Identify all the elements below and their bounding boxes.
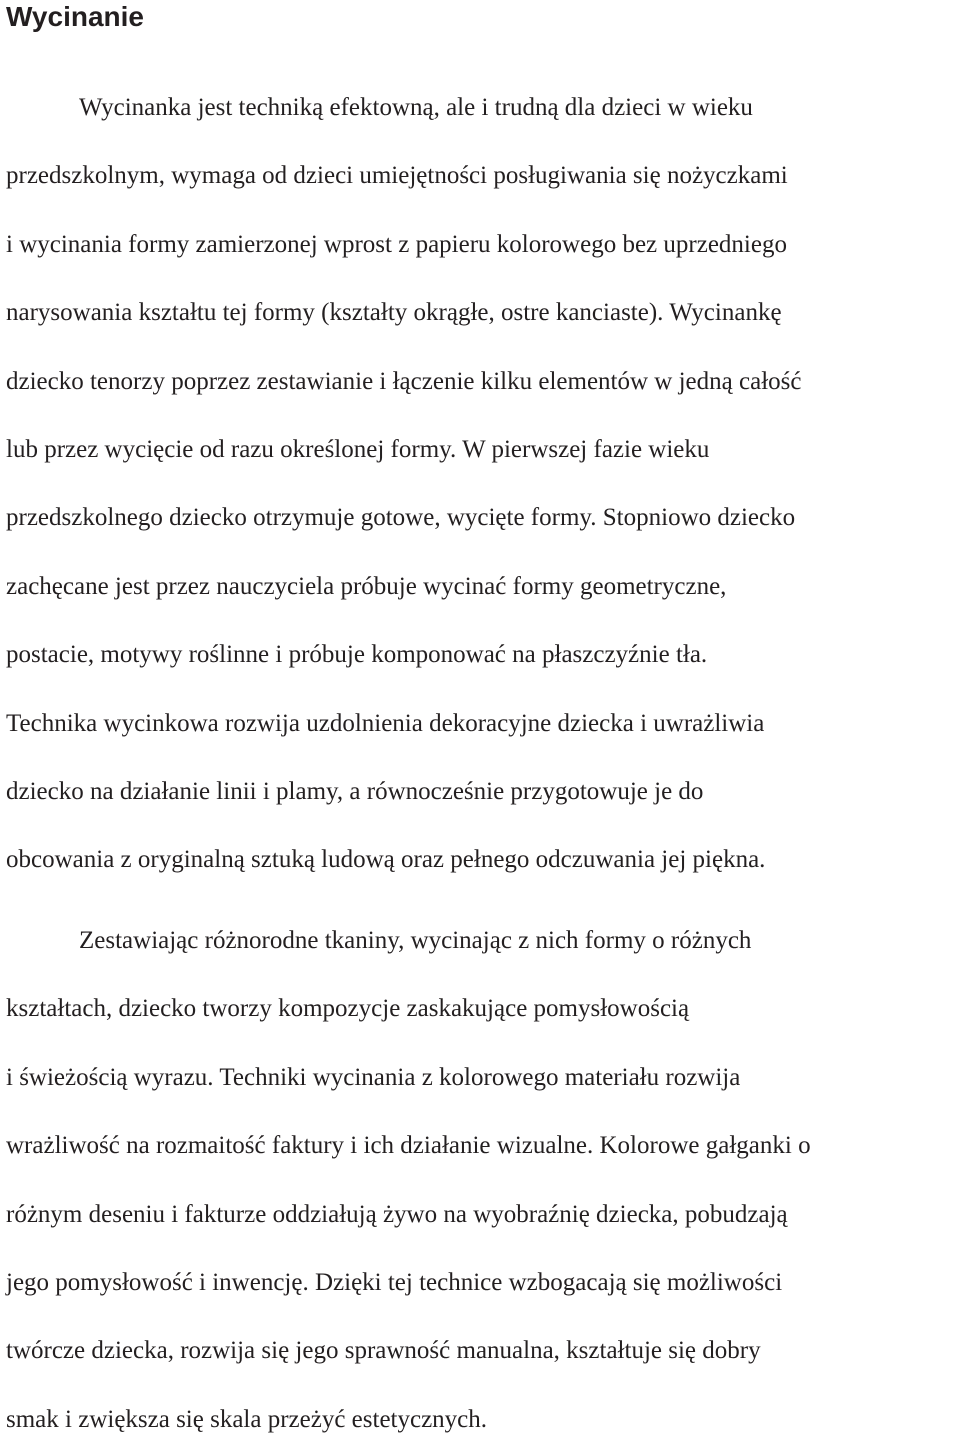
- text-line: Technika wycinkowa rozwija uzdolnienia dekoracyjne dziecka i uwrażliwia: [6, 709, 765, 737]
- text-line: i wycinania formy zamierzonej wprost z papieru kolorowego bez uprzedniego: [6, 230, 787, 258]
- page-title: Wycinanie: [6, 1, 144, 32]
- paragraph-1: [6, 74, 960, 895]
- text-line: dziecko na działanie linii i plamy, a równocześnie przygotowuje je do: [6, 778, 704, 806]
- text-line: i świeżością wyrazu. Techniki wycinania z kolorowego materiału rozwija: [6, 1063, 741, 1091]
- text-line: lub przez wycięcie od razu określonej formy. W pierwszej fazie wieku: [6, 436, 710, 464]
- text-line: dziecko tenorzy poprzez zestawianie i łączenie kilku elementów w jedną całość: [6, 367, 802, 395]
- text-line: zachęcane jest przez nauczyciela próbuje wycinać formy geometryczne,: [6, 572, 727, 600]
- text-line: przedszkolnym, wymaga od dzieci umiejętności posługiwania się nożyczkami: [6, 162, 788, 190]
- text-line: wrażliwość na rozmaitość faktury i ich działanie wizualne. Kolorowe gałganki o: [6, 1132, 811, 1160]
- text-line: Wycinanka jest techniką efektowną, ale i trudną dla dzieci w wieku: [79, 94, 753, 121]
- text-line: jego pomysłowość i inwencję. Dzięki tej technice wzbogacają się możliwości: [6, 1269, 783, 1297]
- text-line: smak i zwiększa się skala przeżyć estetycznych.: [6, 1405, 488, 1433]
- text-line: przedszkolnego dziecko otrzymuje gotowe, wycięte formy. Stopniowo dziecko: [6, 504, 796, 532]
- text-line: narysowania kształtu tej formy (kształty okrągłe, ostre kanciaste). Wycinankę: [6, 299, 782, 327]
- text-line: postacie, motywy roślinne i próbuje komponować na płaszczyźnie tła.: [6, 641, 708, 669]
- text-line: obcowania z oryginalną sztuką ludową oraz pełnego odczuwania jej piękna.: [6, 846, 766, 874]
- text-line: Zestawiając różnorodne tkaniny, wycinając z nich formy o różnych: [79, 927, 752, 954]
- text-line: różnym deseniu i fakturze oddziałują żywo na wyobraźnię dziecka, pobudzają: [6, 1200, 788, 1228]
- text-line: kształtach, dziecko tworzy kompozycje zaskakujące pomysłowością: [6, 995, 690, 1023]
- paragraph-2: [6, 907, 960, 1454]
- text-line: twórcze dziecka, rozwija się jego sprawność manualna, kształtuje się dobry: [6, 1337, 761, 1365]
